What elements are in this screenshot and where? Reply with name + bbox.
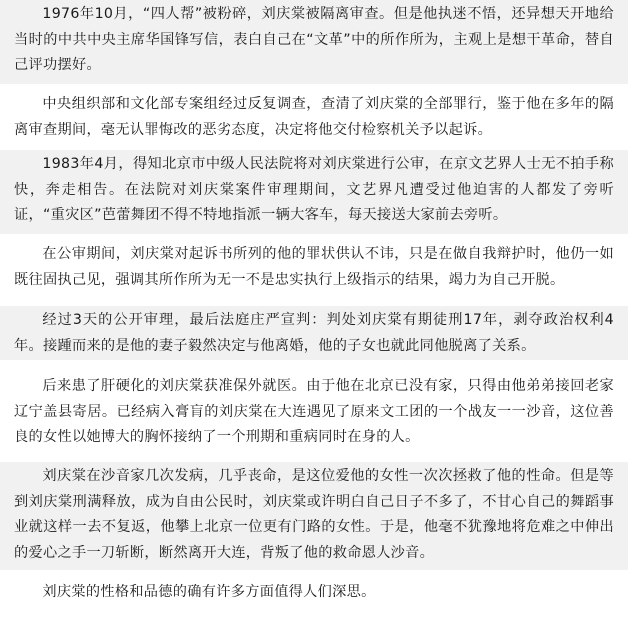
paragraph-7: 刘庆棠在沙音家几次发病，几乎丧命，是这位爱他的女性一次次拯救了他的性命。但是等到刘庆棠刑满释放，成为自由公民时，刘庆棠或许明白自己日子不多了，不甘心自己的舞蹈事业就这样一去不复返，他攀上北京一位更有门路的女性。于是，他毫不犹豫地将危难之中伸出的爱心之手一刀斩断，断然离开大连，背叛了他的救命恩人沙音。: [0, 462, 628, 570]
paragraph-3: 1983年4月，得知北京市中级人民法院将对刘庆棠进行公审，在京文艺界人士无不拍手称快，奔走相告。在法院对刘庆棠案件审理期间，文艺界凡遭受过他迫害的人都发了旁听证，“重灾区”芭蕾舞团不得不特地指派一辆大客车，每天接送大家前去旁听。: [0, 150, 628, 234]
paragraph-4: 在公审期间，刘庆棠对起诉书所列的他的罪状供认不讳，只是在做自我辩护时，他仍一如既往固执己见，强调其所作所为无一不是忠实执行上级指示的结果，竭力为自己开脱。: [14, 246, 614, 288]
paragraph-6: 后来患了肝硬化的刘庆棠获准保外就医。由于他在北京已没有家，只得由他弟弟接回老家辽宁盖县寄居。已经病入膏肓的刘庆棠在大连遇见了原来文工团的一个战友一一沙音，这位善良的女性以她博大的胸怀接纳了一个刑期和重病同时在身的人。: [14, 378, 614, 445]
paragraph-1: 1976年10月，“四人帮”被粉碎，刘庆棠被隔离审查。但是他执迷不悟，还异想天开地给当时的中共中央主席华国锋写信，表白自己在“文革”中的所作所为，主观上是想干革命，替自己评功摆好。: [0, 0, 628, 84]
paragraph-5: 经过3天的公开审理，最后法庭庄严宣判：判处刘庆棠有期徒刑17年，剥夺政治权利4年。接踵而来的是他的妻子毅然决定与他离婚，他的子女也就此同他脱离了关系。: [0, 306, 628, 360]
paragraph-8: 刘庆棠的性格和品德的确有许多方面值得人们深思。: [42, 584, 376, 600]
paragraph-2: 中央组织部和文化部专案组经过反复调查，查清了刘庆棠的全部罪行，鉴于他在多年的隔离审查期间，毫无认罪悔改的恶劣态度，决定将他交付检察机关予以起诉。: [14, 96, 614, 138]
